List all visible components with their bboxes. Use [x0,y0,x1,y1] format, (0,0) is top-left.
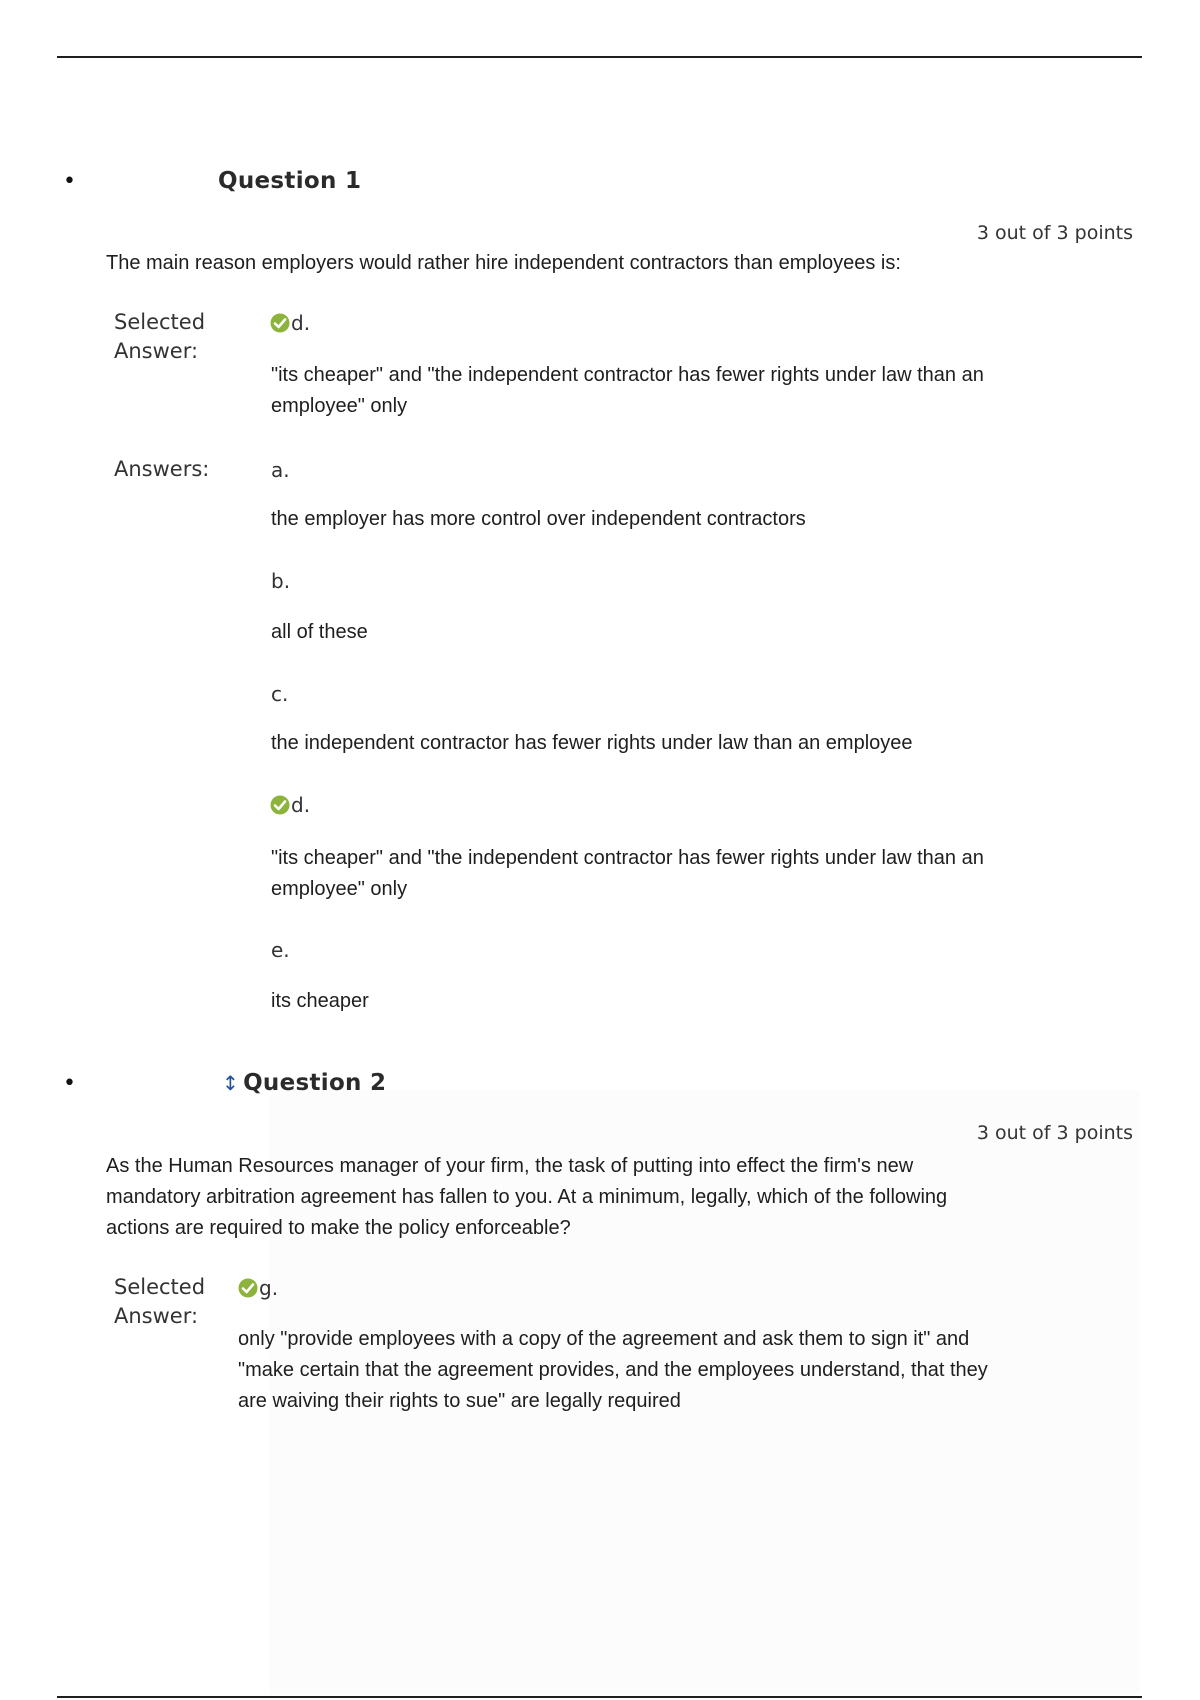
answer-letter: d. [291,311,311,335]
answer-letter: g. [259,1276,279,1300]
answer-e-text: its cheaper [271,990,369,1012]
top-divider [57,56,1142,58]
answer-d-text: "its cheaper" and "the independent contractor has fewer rights under law than an employee" only [271,847,984,900]
answer-d-letter [270,792,310,818]
check-circle-icon [270,795,290,815]
bottom-divider [57,1696,1142,1698]
selected-answer-letter [270,310,310,336]
question-2-title [222,1070,386,1096]
selected-answer-text: "its cheaper" and "the independent contractor has fewer rights under law than an employee" only [271,364,984,417]
answer-c-text: the independent contractor has fewer rights under law than an employee [271,732,913,754]
answer-a-letter: a. [271,458,290,482]
question-2-points: 3 out of 3 points [976,1122,1133,1144]
check-circle-icon [238,1278,258,1298]
answer-c-letter: c. [271,682,289,706]
question-1-points: 3 out of 3 points [976,222,1133,244]
answer-b-text: all of these [271,621,368,643]
reorder-arrow-icon[interactable]: ↕ [222,1071,240,1095]
answer-b-letter: b. [271,569,291,593]
selected-answer-label: Selected Answer: [114,1275,206,1328]
answer-e-letter: e. [271,938,290,962]
answer-letter: d. [291,793,311,817]
selected-answer-letter [238,1275,278,1301]
check-circle-icon [270,313,290,333]
selected-answer-label: Selected Answer: [114,310,206,363]
selected-answer-text: only "provide employees with a copy of the agreement and ask them to sign it" and "make certain that the agreement provides, and the employees understand, that they are waiving their rights to sue" are legally required [238,1328,988,1412]
bullet: • [63,169,76,194]
answers-label: Answers: [114,457,210,481]
bullet: • [63,1071,76,1096]
question-title-text: Question 2 [243,1070,387,1096]
question-title-text: Question 1 [218,168,362,194]
question-1-text: The main reason employers would rather hire independent contractors than employees is: [106,252,901,274]
answer-a-text: the employer has more control over independent contractors [271,508,806,530]
question-2-text: As the Human Resources manager of your firm, the task of putting into effect the firm's new mandatory arbitration agreement has fallen to you. At a minimum, legally, which of the following actions are required to make the policy enforceable? [106,1155,948,1239]
question-1-title [218,168,361,194]
